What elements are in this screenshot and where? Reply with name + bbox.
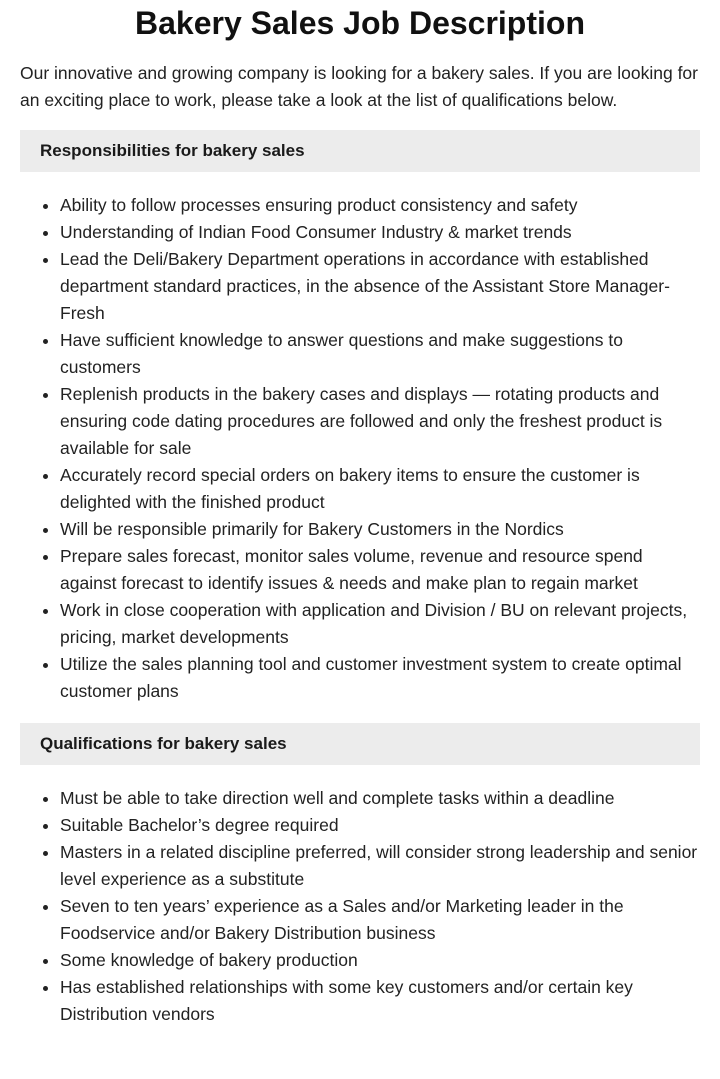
qualifications-heading: Qualifications for bakery sales (20, 723, 700, 765)
list-item: • Utilize the sales planning tool and customer investment system to create optimal customer plans (60, 651, 700, 705)
list-item: • Understanding of Indian Food Consumer Industry & market trends (60, 219, 700, 246)
responsibilities-list (20, 192, 700, 705)
list-item: • Has established relationships with some key customers and/or certain key Distribution vendors (60, 974, 700, 1028)
list-item: • Masters in a related discipline preferred, will consider strong leadership and senior level experience as a substitute (60, 839, 700, 893)
list-item: • Suitable Bachelor’s degree required (60, 812, 700, 839)
list-item: • Replenish products in the bakery cases and displays — rotating products and ensuring code dating procedures are followed and only the freshest product is available for sale (60, 381, 700, 462)
intro-paragraph: Our innovative and growing company is looking for a bakery sales. If you are looking for an exciting place to work, please take a look at the list of qualifications below. (20, 63, 698, 110)
list-item: • Accurately record special orders on bakery items to ensure the customer is delighted with the finished product (60, 462, 700, 516)
list-item: • Seven to ten years’ experience as a Sales and/or Marketing leader in the Foodservice and/or Bakery Distribution business (60, 893, 700, 947)
responsibilities-heading: Responsibilities for bakery sales (20, 130, 700, 172)
list-item: • Must be able to take direction well and complete tasks within a deadline (60, 785, 700, 812)
list-item: • Work in close cooperation with application and Division / BU on relevant projects, pricing, market developments (60, 597, 700, 651)
page-title: Bakery Sales Job Description (135, 5, 585, 41)
list-item: • Lead the Deli/Bakery Department operations in accordance with established department standard practices, in the absence of the Assistant Store Manager- Fresh (60, 246, 700, 327)
list-item: • Will be responsible primarily for Bakery Customers in the Nordics (60, 516, 700, 543)
list-item: • Have sufficient knowledge to answer questions and make suggestions to customers (60, 327, 700, 381)
qualifications-list (20, 785, 700, 1028)
list-item: • Prepare sales forecast, monitor sales volume, revenue and resource spend against forecast to identify issues & needs and make plan to regain market (60, 543, 700, 597)
list-item: • Some knowledge of bakery production (60, 947, 700, 974)
list-item: • Ability to follow processes ensuring product consistency and safety (60, 192, 700, 219)
